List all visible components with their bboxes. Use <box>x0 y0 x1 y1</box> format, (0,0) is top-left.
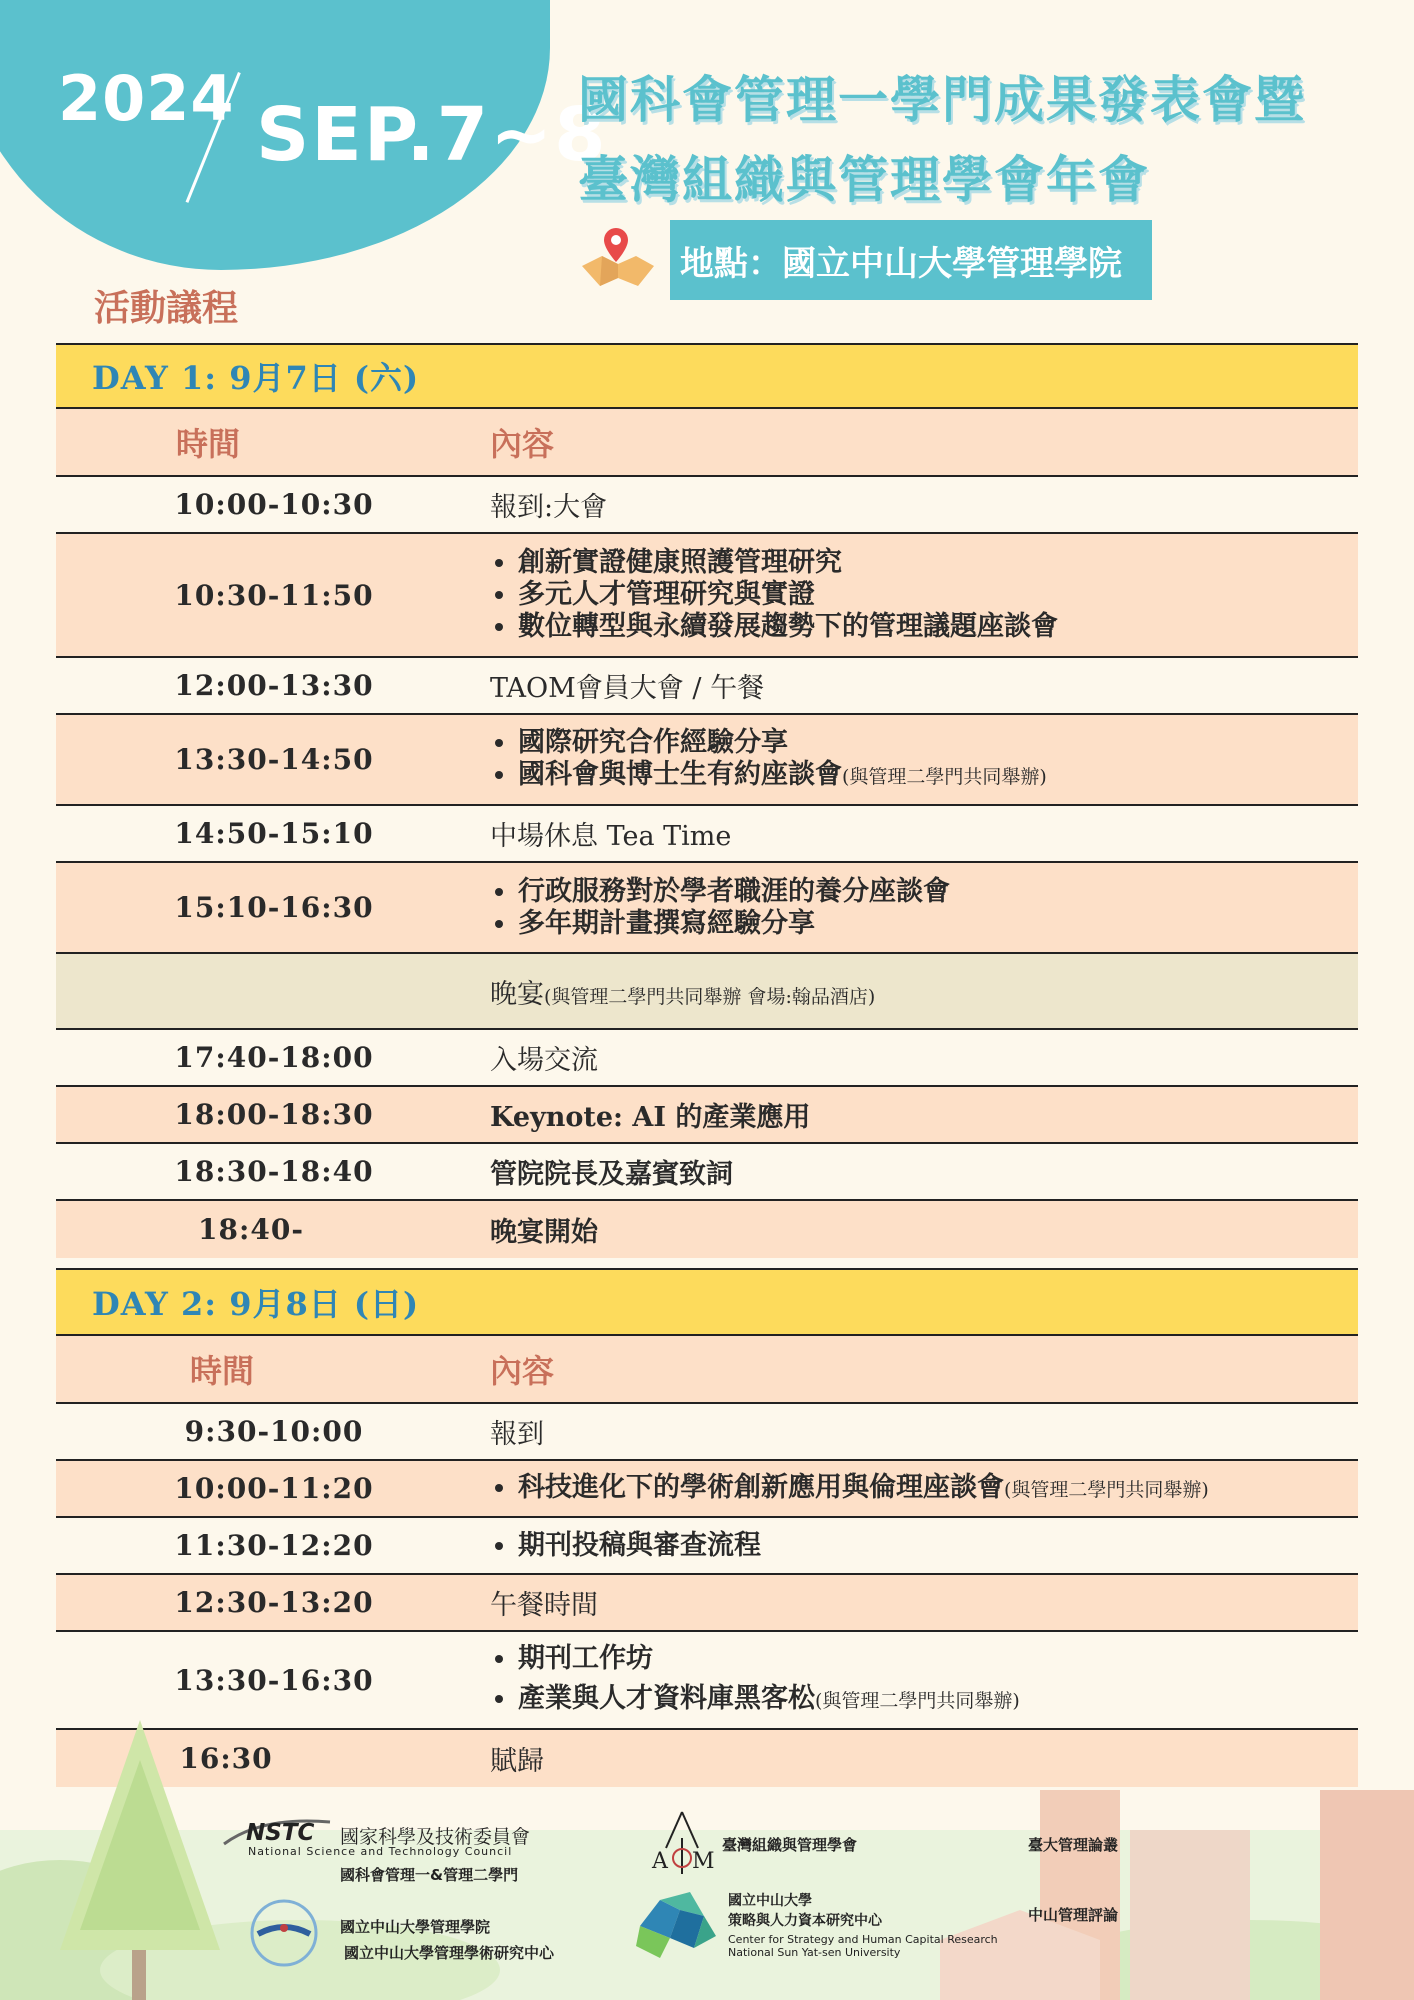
row-time: 18:00-18:30 <box>174 1098 374 1131</box>
day1-label: DAY 1: 9月7日 (六) <box>92 359 420 397</box>
nstc-name-en: National Science and Technology Council <box>248 1845 513 1858</box>
map-pin-icon <box>578 222 658 292</box>
event-title-line2: 臺灣組織與管理學會年會 <box>578 151 1150 209</box>
row-content: TAOM會員大會 / 午餐 <box>490 673 765 704</box>
dinner-label: 晚宴 <box>490 978 544 1010</box>
table-row <box>56 1404 1358 1461</box>
row-content: 午餐時間 <box>490 1590 598 1621</box>
event-title-line1: 國科會管理一學門成果發表會暨 <box>578 71 1306 129</box>
list-item: • 創新實證健康照護管理研究 <box>518 547 1058 579</box>
day1-header <box>56 343 1358 409</box>
event-year: 2024 <box>58 62 235 135</box>
row-bullet-list <box>490 727 1047 793</box>
content-column-header: 內容 <box>490 1352 555 1390</box>
day2-column-header <box>56 1336 1358 1404</box>
row-time: 13:30-14:50 <box>174 743 374 776</box>
nstc-sub: 國科會管理一&管理二學門 <box>340 1866 519 1884</box>
table-row <box>56 1144 1358 1201</box>
list-item-text: 科技進化下的學術創新應用與倫理座談會 <box>518 1471 1004 1503</box>
nstc-abbr: NSTC <box>246 1820 315 1846</box>
content-column-header: 內容 <box>490 425 555 463</box>
shc-name-cn1: 國立中山大學 <box>728 1893 812 1909</box>
list-item: • 多元人才管理研究與實證 <box>518 579 1058 611</box>
table-row <box>56 806 1358 863</box>
row-content: 報到:大會 <box>490 492 608 523</box>
dinner-note: (與管理二學門共同舉辦 會場:翰品酒店) <box>544 985 876 1008</box>
row-content: 報到 <box>490 1419 544 1450</box>
table-row <box>56 477 1358 534</box>
row-bullet-list <box>490 1530 761 1562</box>
row-bullet-list <box>490 1472 1209 1506</box>
table-row <box>56 715 1358 806</box>
table-row <box>56 658 1358 715</box>
agenda-label: 活動議程 <box>94 287 239 329</box>
tree-illustration <box>40 1720 240 2000</box>
row-content <box>490 972 875 1011</box>
shc-name-cn2: 策略與人力資本研究中心 <box>728 1913 882 1929</box>
row-content: Keynote: AI 的產業應用 <box>490 1102 811 1133</box>
row-time: 15:10-16:30 <box>174 891 374 924</box>
row-bullet-list <box>490 1639 1020 1721</box>
row-time: 12:00-13:30 <box>174 669 374 702</box>
row-time: 14:50-15:10 <box>174 817 374 850</box>
row-time: 18:30-18:40 <box>174 1155 374 1188</box>
list-item: • 多年期計畫撰寫經驗分享 <box>518 908 950 940</box>
list-item: • 期刊工作坊 <box>518 1639 1020 1679</box>
row-content: 賦歸 <box>490 1746 544 1777</box>
row-time: 12:30-13:20 <box>174 1586 374 1619</box>
taom-logo-icon <box>646 1808 718 1876</box>
list-item: • 數位轉型與永續發展趨勢下的管理議題座談會 <box>518 611 1058 643</box>
list-item: • 行政服務對於學者職涯的養分座談會 <box>518 876 950 908</box>
row-time: 13:30-16:30 <box>174 1663 374 1697</box>
row-time: 10:00-11:20 <box>174 1472 374 1505</box>
row-content: 入場交流 <box>490 1045 598 1076</box>
row-content: 中場休息 Tea Time <box>490 821 732 852</box>
row-content: 管院院長及嘉賓致詞 <box>490 1159 733 1190</box>
table-row-dinner <box>56 954 1358 1030</box>
day2-header <box>56 1268 1358 1336</box>
event-date: SEP.7~8 <box>256 92 608 178</box>
list-item-text: 國科會與博士生有約座談會 <box>518 758 842 790</box>
day1-column-header <box>56 409 1358 477</box>
svg-text:M: M <box>692 1849 715 1874</box>
row-time: 17:40-18:00 <box>174 1041 374 1074</box>
co-host-note: (與管理二學門共同舉辦) <box>842 765 1047 788</box>
table-row <box>56 534 1358 658</box>
table-row <box>56 863 1358 954</box>
row-bullet-list <box>490 547 1058 643</box>
table-row <box>56 1087 1358 1144</box>
row-bullet-list <box>490 876 950 940</box>
table-row <box>56 1201 1358 1258</box>
time-column-header: 時間 <box>190 1352 255 1390</box>
venue-banner: 地點：國立中山大學管理學院 <box>670 220 1152 300</box>
row-time: 10:00-10:30 <box>174 488 374 521</box>
nstc-name-cn: 國家科學及技術委員會 <box>340 1826 531 1848</box>
co-host-note: (與管理二學門共同舉辦) <box>1004 1478 1209 1501</box>
sysu-review: 中山管理評論 <box>1028 1906 1119 1924</box>
co-host-note: (與管理二學門共同舉辦) <box>815 1690 1020 1712</box>
svg-text:A: A <box>652 1849 668 1874</box>
table-row <box>56 1730 1358 1787</box>
table-row <box>56 1575 1358 1632</box>
ntu-review: 臺大管理論叢 <box>1028 1836 1119 1854</box>
table-row <box>56 1632 1358 1730</box>
row-time: 11:30-12:20 <box>174 1529 374 1562</box>
list-item <box>518 1679 1020 1721</box>
row-time: 9:30-10:00 <box>184 1415 364 1448</box>
list-item <box>518 759 1047 793</box>
row-time: 10:30-11:50 <box>174 578 374 612</box>
row-time: 16:30 <box>179 1742 273 1775</box>
shc-name-en2: National Sun Yat-sen University <box>728 1946 901 1959</box>
shc-logo-icon <box>630 1886 720 1962</box>
table-row <box>56 1461 1358 1518</box>
row-content: 晚宴開始 <box>490 1217 598 1248</box>
day2-label: DAY 2: 9月8日 (日) <box>92 1285 420 1323</box>
list-item: • 國際研究合作經驗分享 <box>518 727 1047 759</box>
time-column-header: 時間 <box>176 425 241 463</box>
table-row <box>56 1030 1358 1087</box>
list-item: • 期刊投稿與審查流程 <box>518 1530 761 1562</box>
list-item <box>518 1472 1209 1506</box>
table-row <box>56 1518 1358 1575</box>
nsysu-research-name: 國立中山大學管理學術研究中心 <box>344 1944 555 1962</box>
list-item-text: 產業與人才資料庫黑客松 <box>518 1683 815 1714</box>
row-time: 18:40- <box>198 1213 304 1246</box>
taom-name: 臺灣組織與管理學會 <box>722 1836 858 1854</box>
nsysu-cm-logo-icon <box>244 1898 324 1968</box>
nsysu-cm-name: 國立中山大學管理學院 <box>340 1918 491 1936</box>
shc-name-en1: Center for Strategy and Human Capital Research <box>728 1933 998 1946</box>
